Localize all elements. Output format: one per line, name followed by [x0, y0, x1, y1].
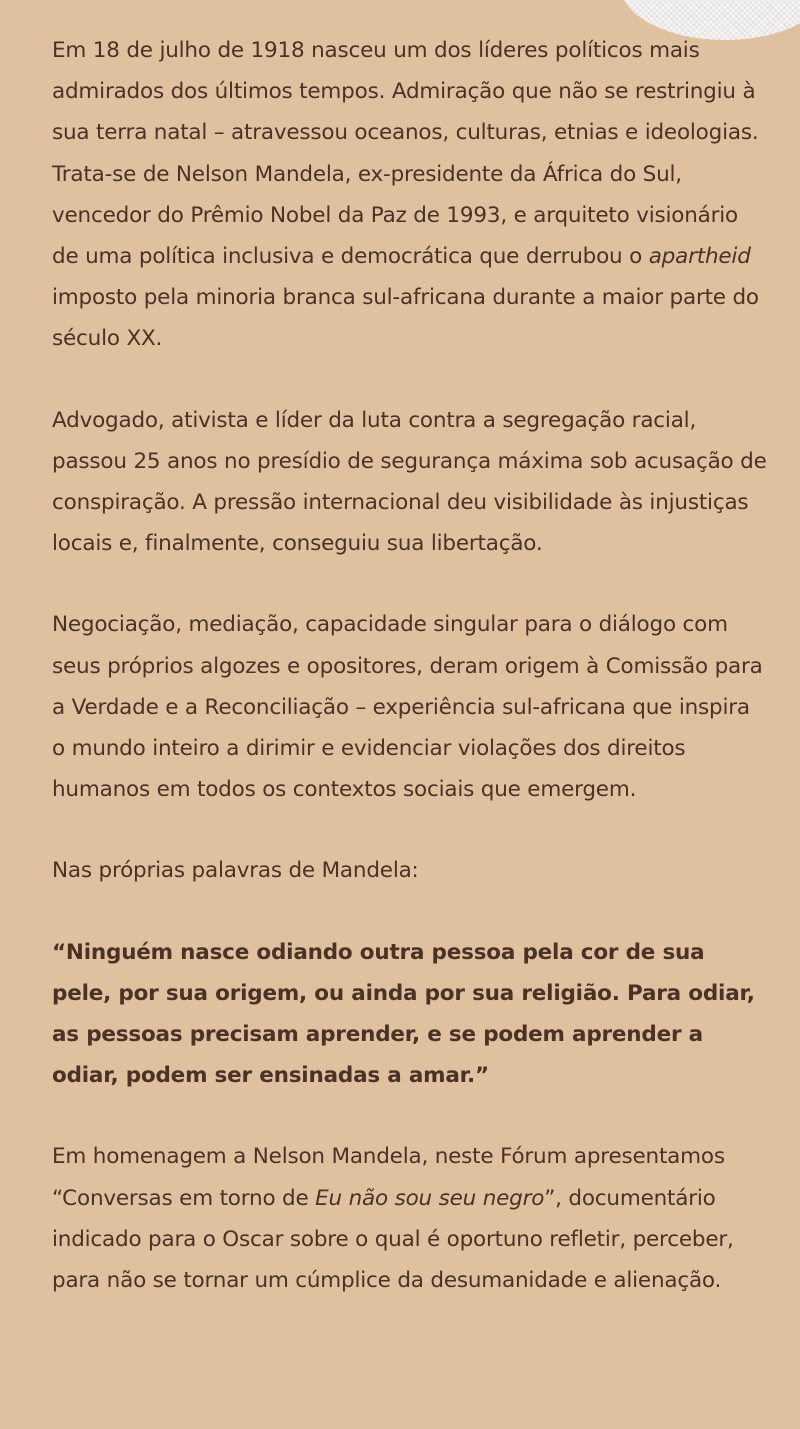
paragraph-homage-text-end: ”, documentário indicado para o Oscar sobre o qual é oportuno refletir, perceber, para não se tornar um cúmplice da desumanidade e alienação. — [52, 1185, 734, 1294]
apartheid-emphasis: apartheid — [648, 244, 751, 270]
documentary-title: Eu não sou seu negro — [315, 1185, 545, 1211]
paragraph-quote-intro: Nas próprias palavras de Mandela: — [52, 858, 419, 884]
mandela-quote: “Ninguém nasce odiando outra pessoa pela cor de sua pele, por sua origem, ou ainda por sua religião. Para odiar, as pessoas precisam aprender, e se podem aprender a odiar, podem ser ensinadas a amar.” — [52, 939, 755, 1089]
paragraph-intro — [52, 30, 767, 360]
paragraph-biography: Advogado, ativista e líder da luta contra a segregação racial, passou 25 anos no presídio de segurança máxima sob acusação de conspiração. A pressão internacional deu visibilidade às injustiças locais e, finalmente, conseguiu sua libertação. — [52, 407, 767, 557]
paragraph-reconciliation: Negociação, mediação, capacidade singular para o diálogo com seus próprios algozes e opositores, deram origem à Comissão para a Verdade e a Reconciliação – experiência sul-africana que inspira o mundo inteiro a dirimir e evidenciar violações dos direitos humanos em todos os contextos sociais que emergem. — [52, 612, 763, 803]
paragraph-intro-text: Em 18 de julho de 1918 nasceu um dos líderes políticos mais admirados dos últimos tempos. Admiração que não se restringiu à sua terra natal – atravessou oceanos, culturas, etnias e ideologias. Trata-se de Nelson Mandela, ex-presidente da África do Sul, vencedor do Prêmio Nobel da Paz de 1993, e arquiteto visionário de uma política inclusiva e democrática que derrubou o — [52, 38, 759, 270]
paragraph-intro-text-end: imposto pela minoria branca sul-africana durante a maior parte do século XX. — [52, 285, 759, 352]
paragraph-homage — [52, 1136, 767, 1301]
article-body — [52, 30, 767, 1301]
paragraph-homage-text: Em homenagem a Nelson Mandela, neste Fórum apresentamos “Conversas em torno de — [52, 1144, 725, 1211]
